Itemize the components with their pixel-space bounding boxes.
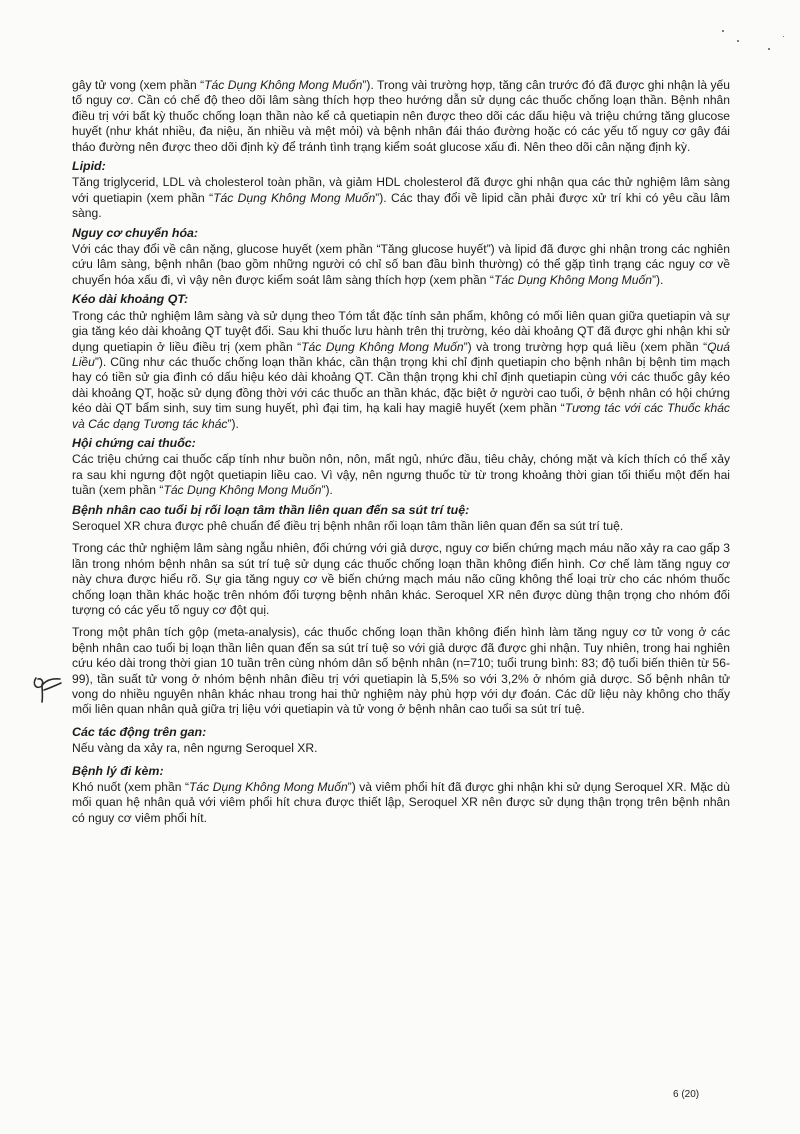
scan-speck xyxy=(737,40,739,42)
text-run: Khó nuốt (xem phần “ xyxy=(72,780,189,795)
paragraph-elderly-dementia-1 xyxy=(72,541,730,618)
italic-reference: Tác Dụng Không Mong Muốn xyxy=(189,780,348,795)
italic-reference: Tác Dụng Không Mong Muốn xyxy=(163,483,322,498)
section-heading-elderly-dementia: Bệnh nhân cao tuổi bị rối loạn tâm thần liên quan đến sa sút trí tuệ: xyxy=(72,502,470,517)
text-run: Trong các thử nghiệm lâm sàng và sử dụng theo Tóm tắt đặc tính sản phẩm, không có mối liên quan giữa quetiapin và sự gia tăng kéo dài khoảng QT tuyệt đối. Sau khi thuốc lưu hành trên thị trường, kéo dài khoảng QT đã được ghi nhận khi sử dụng quetiapin ở liều điều trị (xem phần “ xyxy=(72,308,730,354)
section-heading-withdrawal: Hội chứng cai thuốc: xyxy=(72,435,196,450)
page-number: 6 (20) xyxy=(673,1089,700,1100)
text-run: Nếu vàng da xảy ra, nên ngưng Seroquel XR. xyxy=(72,741,318,756)
scan-speck xyxy=(722,30,724,32)
section-heading-comorbid: Bệnh lý đi kèm: xyxy=(72,763,164,778)
text-run: Các triệu chứng cai thuốc cấp tính như buồn nôn, nôn, mất ngủ, nhức đầu, tiêu chảy, chóng mặt và kích thích có thể xảy ra sau khi ngưng đột ngột quetiapin liều cao. Vì vậy, nên ngưng thuốc từ từ trong khoảng thời gian tối thiểu một đến hai tuần (xem phần “ xyxy=(72,452,730,498)
section-heading-qt-prolongation: Kéo dài khoảng QT: xyxy=(72,292,189,307)
section-heading-metabolic-risk: Nguy cơ chuyển hóa: xyxy=(72,225,199,240)
paragraph-elderly-dementia-0 xyxy=(72,519,730,534)
text-run: gây tử vong (xem phần “ xyxy=(72,78,205,92)
text-run: Seroquel XR chưa được phê chuẩn để điều trị bệnh nhân rối loạn tâm thần liên quan đến sa sút trí tuệ. xyxy=(72,518,624,533)
text-run: ”) và trong trường hợp quá liều (xem phần “ xyxy=(463,339,708,354)
italic-reference: Tương tác với các Thuốc khác và Các dạng Tương tác khác xyxy=(72,401,730,431)
text-run: Trong các thử nghiệm lâm sàng ngẫu nhiên, đối chứng với giả dược, nguy cơ biến chứng mạch máu não xảy ra cao gấp 3 lần trong nhóm bệnh nhân sa sút trí tuệ sử dụng các thuốc chống loạn thần không điển hình. Cơ chế làm tăng nguy cơ này chưa được hiểu rõ. Sự gia tăng nguy cơ về biến chứng mạch máu não cũng không thể loại trừ cho các nhóm thuốc chống loạn thần khác hoặc trên nhóm đối tượng bệnh nhân khác. Seroquel XR nên được dùng thận trọng cho nhóm đối tượng có các yếu tố nguy cơ đột quị. xyxy=(72,541,730,617)
italic-reference: Tác Dụng Không Mong Muốn xyxy=(213,190,376,205)
italic-reference: Tác Dụng Không Mong Muốn xyxy=(493,272,652,287)
text-run: ”). Trong vài trường hợp, tăng cân trước đó đã được ghi nhận là yếu tố nguy cơ. Cần có chế độ theo dõi lâm sàng thích hợp theo hướng dẫn sử dụng các thuốc chống loạn thần. Bệnh nhân điều trị với bất kỳ thuốc chống loạn thần nào kể cả quetiapin nên được theo dõi các dấu hiệu và triệu chứng tăng glucose huyết (như khát nhiều, đa niệu, ăn nhiều và mệt mỏi) và bệnh nhân đái tháo đường hoặc có các yếu tố nguy cơ gây đái tháo đường nên được theo dõi định kỳ để tránh tình trạng kiểm soát glucose xấu đi. Nên theo dõi cân nặng định kỳ. xyxy=(72,78,730,154)
paragraph-withdrawal-0 xyxy=(72,452,730,498)
paragraph-qt-prolongation-0 xyxy=(72,309,730,432)
paragraph-elderly-dementia-2 xyxy=(72,625,730,717)
document-body xyxy=(72,78,730,829)
paragraph-metabolic-risk-0 xyxy=(72,242,730,288)
italic-reference: Tác Dụng Không Mong Muốn xyxy=(204,78,363,92)
text-run: Với các thay đổi về cân nặng, glucose huyết (xem phần “Tăng glucose huyết”) và lipid đã được ghi nhận trong các nghiên cứu lâm sàng, bệnh nhân (bao gồm những người có chỉ số ban đầu bình thường) có thể gặp tình trạng các nguy cơ về chuyển hóa xấu đi, vì vậy nên được kiểm soát lâm sàng thích hợp (xem phần “ xyxy=(72,242,730,287)
italic-reference: Quá Liều xyxy=(72,339,730,369)
text-run: Tăng triglycerid, LDL và cholesterol toàn phần, và giảm HDL cholesterol đã được ghi nhận qua các thử nghiệm lâm sàng với quetiapin (xem phần “ xyxy=(72,175,730,205)
text-run: ”). Cũng như các thuốc chống loạn thần khác, cần thận trọng khi chỉ định quetiapin cho bệnh nhân bị bệnh tim mạch hay có tiền sử gia đình có dấu hiệu kéo dài khoảng QT. Cần thận trọng khi chỉ định quetiapin cùng với các thuốc gây kéo dài khoảng QT, hoặc sử dụng đồng thời với các thuốc an thần khác, đặc biệt ở người cao tuổi, ở bệnh nhân có hội chứng kéo dài QT bẩm sinh, suy tim sung huyết, phì đại tim, hạ kali hay magiê huyết (xem phần “ xyxy=(72,354,730,416)
text-run: ”) và viêm phổi hít đã được ghi nhận khi sử dụng Seroquel XR. Mặc dù mối quan hệ nhân quả với viêm phổi hít chưa được thiết lập, Seroquel XR nên được sử dụng thận trọng trên bệnh nhân có nguy cơ viêm phổi hít. xyxy=(72,780,730,825)
paragraph-comorbid-0 xyxy=(72,780,730,826)
scan-speck xyxy=(783,36,784,37)
text-run: ”). xyxy=(651,272,664,287)
text-run: ”). xyxy=(227,416,239,431)
italic-reference: Tác Dụng Không Mong Muốn xyxy=(301,339,464,354)
section-heading-hepatic: Các tác động trên gan: xyxy=(72,724,207,739)
handwritten-initial-mark xyxy=(30,670,66,704)
paragraph-lipid-0 xyxy=(72,175,730,221)
text-run: ”). xyxy=(321,483,333,498)
scan-speck xyxy=(768,48,770,50)
text-run: ”). Các thay đổi về lipid cần phải được xử trí khi có yêu cầu lâm sàng. xyxy=(72,190,731,221)
section-heading-lipid: Lipid: xyxy=(72,159,106,174)
paragraph-hepatic-0 xyxy=(72,741,730,756)
text-run: Trong một phân tích gộp (meta-analysis), các thuốc chống loạn thần không điển hình làm tăng nguy cơ tử vong ở các bệnh nhân cao tuổi bị loạn thần liên quan đến sa sút trí tuệ so với giả dược đã được ghi nhận. Tuy nhiên, trong hai nghiên cứu kéo dài trong thời gian 10 tuần trên cùng nhóm dân số bệnh nhân (n=710; tuổi trung bình: 83; độ tuổi biến thiên từ 56-99), tần suất tử vong ở nhóm bệnh nhân điều trị với quetiapin là 5,5% so với 3,2% ở nhóm giả dược. Số bệnh nhân tử vong do nhiều nguyên nhân khác nhau trong hai thử nghiệm này phù hợp với dự đoán. Các dữ liệu này không cho thấy mối liên quan nhân quả giữa trị liệu với quetiapin và tử vong ở bệnh nhân cao tuổi sa sút trí tuệ. xyxy=(72,625,730,717)
paragraph-intro-0 xyxy=(72,78,730,155)
